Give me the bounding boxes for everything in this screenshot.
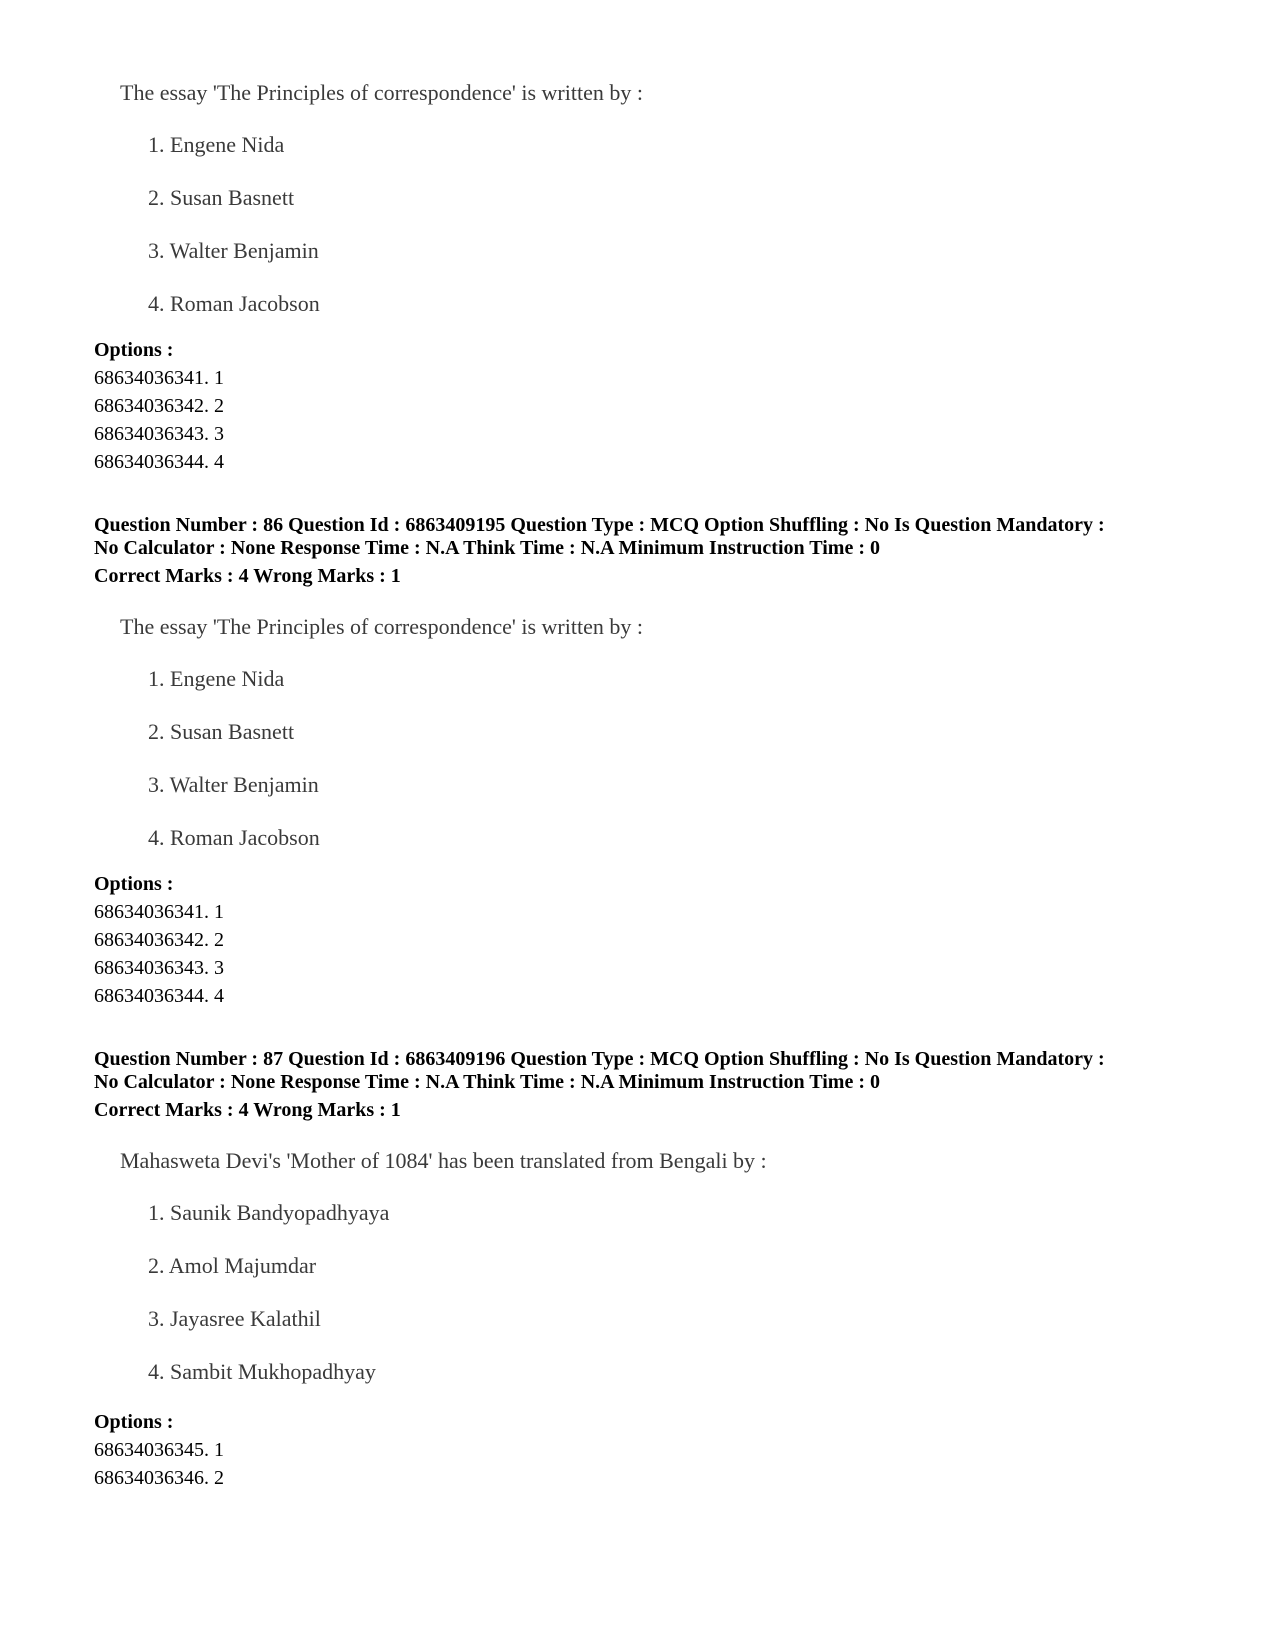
answer-choice: 2. Amol Majumdar	[148, 1253, 317, 1278]
option-line: 68634036343. 3	[94, 957, 224, 979]
options-label: Options :	[94, 339, 174, 361]
answer-choice: 1. Saunik Bandyopadhyaya	[148, 1200, 390, 1225]
option-line: 68634036342. 2	[94, 929, 224, 951]
option-line: 68634036344. 4	[94, 985, 224, 1007]
question-marks: Correct Marks : 4 Wrong Marks : 1	[94, 565, 401, 587]
option-line: 68634036341. 1	[94, 901, 224, 923]
options-label: Options :	[94, 1411, 174, 1433]
answer-choice: 2. Susan Basnett	[148, 185, 295, 210]
option-line: 68634036346. 2	[94, 1467, 224, 1489]
question-meta: No Calculator : None Response Time : N.A Think Time : N.A Minimum Instruction Time : 0	[94, 1071, 880, 1093]
question-meta: Question Number : 86 Question Id : 6863409195 Question Type : MCQ Option Shuffling : No Is Question Mandatory :	[94, 514, 1105, 536]
question-stem: The essay 'The Principles of correspondence' is written by :	[120, 614, 643, 639]
options-label: Options :	[94, 873, 174, 895]
option-line: 68634036342. 2	[94, 395, 224, 417]
question-marks: Correct Marks : 4 Wrong Marks : 1	[94, 1099, 401, 1121]
answer-choice: 3. Walter Benjamin	[148, 772, 319, 797]
option-line: 68634036341. 1	[94, 367, 224, 389]
answer-choice: 3. Walter Benjamin	[148, 238, 319, 263]
answer-choice: 2. Susan Basnett	[148, 719, 295, 744]
answer-choice: 1. Engene Nida	[148, 666, 285, 691]
answer-choice: 3. Jayasree Kalathil	[148, 1306, 321, 1331]
question-stem: The essay 'The Principles of correspondence' is written by :	[120, 80, 643, 105]
question-meta: No Calculator : None Response Time : N.A Think Time : N.A Minimum Instruction Time : 0	[94, 537, 880, 559]
answer-choice: 1. Engene Nida	[148, 132, 285, 157]
option-line: 68634036343. 3	[94, 423, 224, 445]
answer-choice: 4. Roman Jacobson	[148, 825, 320, 850]
question-stem: Mahasweta Devi's 'Mother of 1084' has been translated from Bengali by :	[120, 1148, 767, 1173]
answer-choice: 4. Roman Jacobson	[148, 291, 320, 316]
option-line: 68634036344. 4	[94, 451, 224, 473]
question-meta: Question Number : 87 Question Id : 6863409196 Question Type : MCQ Option Shuffling : No Is Question Mandatory :	[94, 1048, 1105, 1070]
answer-choice: 4. Sambit Mukhopadhyay	[148, 1359, 376, 1384]
option-line: 68634036345. 1	[94, 1439, 224, 1461]
